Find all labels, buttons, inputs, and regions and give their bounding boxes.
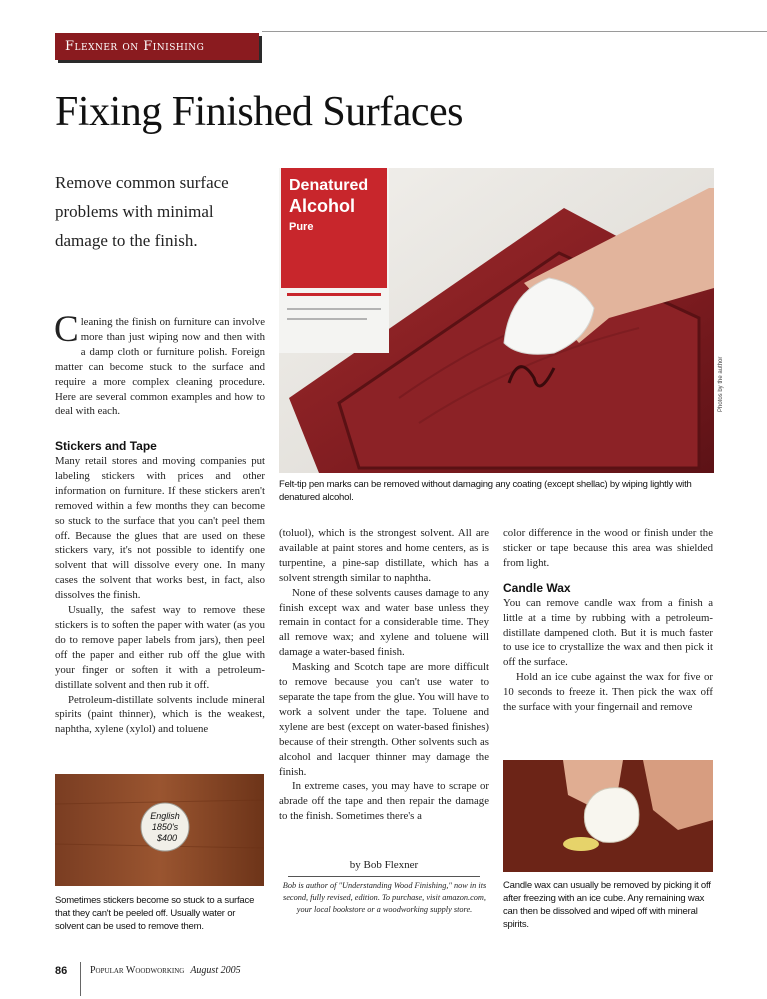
column-3	[503, 526, 713, 715]
photo-credit: Photos by the author	[718, 356, 724, 412]
caption-main-photo: Felt-tip pen marks can be removed without damaging any coating (except shellac) by wiping lightly with denatured alcohol.	[279, 479, 692, 503]
paragraph: color difference in the wood or finish under the sticker or tape because this area was shielded from light.	[503, 527, 713, 569]
intro-paragraph	[54, 309, 265, 419]
photo-candle-wax	[503, 760, 713, 872]
heading-stickers-tape: Stickers and Tape	[55, 439, 157, 453]
paragraph: Many retail stores and moving companies put labeling stickers with prices and other information on furniture. If these stickers aren't removed within a few months they can become so stuck to the surface that you can't peel them off. Because the glues that are used on these stickers vary, it's not possible to identify one solvent that will dissolve every one. In many cases the solvent that works best, in fact, also dissolves the finish.	[55, 455, 265, 602]
caption-sticker-photo: Sometimes stickers become so stuck to a surface that they can't be peeled off. Usually water or solvent can be used to remove them.	[55, 895, 255, 932]
page-number: 86	[55, 965, 68, 977]
column-2	[279, 526, 489, 824]
magazine-name: Popular Woodworking	[90, 965, 185, 976]
sticker-line3: $400	[156, 833, 178, 843]
photo-alcohol-wipe	[279, 168, 714, 473]
drop-cap: C	[54, 309, 79, 350]
byline: by Bob Flexner	[349, 859, 419, 871]
footer-magazine	[90, 965, 241, 976]
header-rule	[262, 31, 767, 32]
column-1	[55, 438, 265, 737]
article-deck: Remove common surface problems with minimal damage to the finish.	[55, 173, 229, 250]
issue-date: August 2005	[190, 965, 241, 976]
intro-text: leaning the finish on furniture can involve more than just wiping now and then with a damp cloth or furniture polish. Foreign matter can become stuck to the surface and require a more complex cleaning procedure. Here are several common examples and how to deal with each.	[55, 316, 265, 418]
paragraph: Masking and Scotch tape are more difficult to remove because you can't use water to separate the tape from the glue. You will have to work a solvent under the tape. Toluene and xylene are best (except on water-based finishes) because of their strength. Other solvents such as alcohol and lacquer thinner may damage the finish.	[279, 661, 489, 778]
sticker-line1: English	[150, 811, 180, 821]
caption-wax-photo: Candle wax can usually be removed by picking it off after freezing with an ice cube. Any remaining wax can then be dissolved and wiped off with mineral spirits.	[503, 880, 711, 930]
heading-candle-wax: Candle Wax	[503, 580, 571, 595]
bottle-label-line2: Alcohol	[289, 196, 355, 216]
section-tag: Flexner on Finishing	[55, 33, 259, 60]
author-bio: Bob is author of "Understanding Wood Finishing," now in its second, fully revised, edition. To purchase, visit amazon.com, your local bookstore or a woodworking supply store.	[282, 881, 487, 914]
bottle-label-line1: Denatured	[289, 177, 369, 194]
paragraph: None of these solvents causes damage to any finish except wax and water base unless they remain in contact for a considerable time. They all remove wax; and xylene and toluene will damage a water-based finish.	[279, 586, 489, 659]
bio-rule	[288, 876, 480, 877]
paragraph: In extreme cases, you may have to scrape or abrade off the tape and then repair the damage to the finish. Sometimes there's a	[279, 780, 489, 823]
paragraph: You can remove candle wax from a finish a little at a time by rubbing with a petroleum-distillate dampened cloth. But it is much faster to use ice to crystallize the wax and then pick it off the surface.	[503, 596, 713, 669]
bottle-label-line3: Pure	[289, 221, 314, 233]
article-title: Fixing Finished Surfaces	[55, 89, 463, 135]
sticker-line2: 1850's	[151, 822, 179, 832]
photo-sticker	[55, 774, 264, 886]
paragraph: Petroleum-distillate solvents include mineral spirits (paint thinner), which is the weakest, naphtha, xylene (xylol) and toluene	[55, 693, 265, 736]
paragraph: (toluol), which is the strongest solvent. All are available at paint stores and home centers, as is turpentine, a pine-sap distillate, which has a solvent strength similar to naphtha.	[279, 527, 489, 584]
footer-rule	[80, 962, 81, 996]
paragraph: Usually, the safest way to remove these stickers is to soften the paper with water (as you do to remove paper labels from jars), then peel off the paper and either rub off the glue with your finger or soften it with a petroleum-distillate solvent and then rub it off.	[55, 604, 265, 691]
paragraph: Hold an ice cube against the wax for five or 10 seconds to freeze it. Then pick the wax off the surface with your fingernail and remove	[503, 671, 713, 714]
